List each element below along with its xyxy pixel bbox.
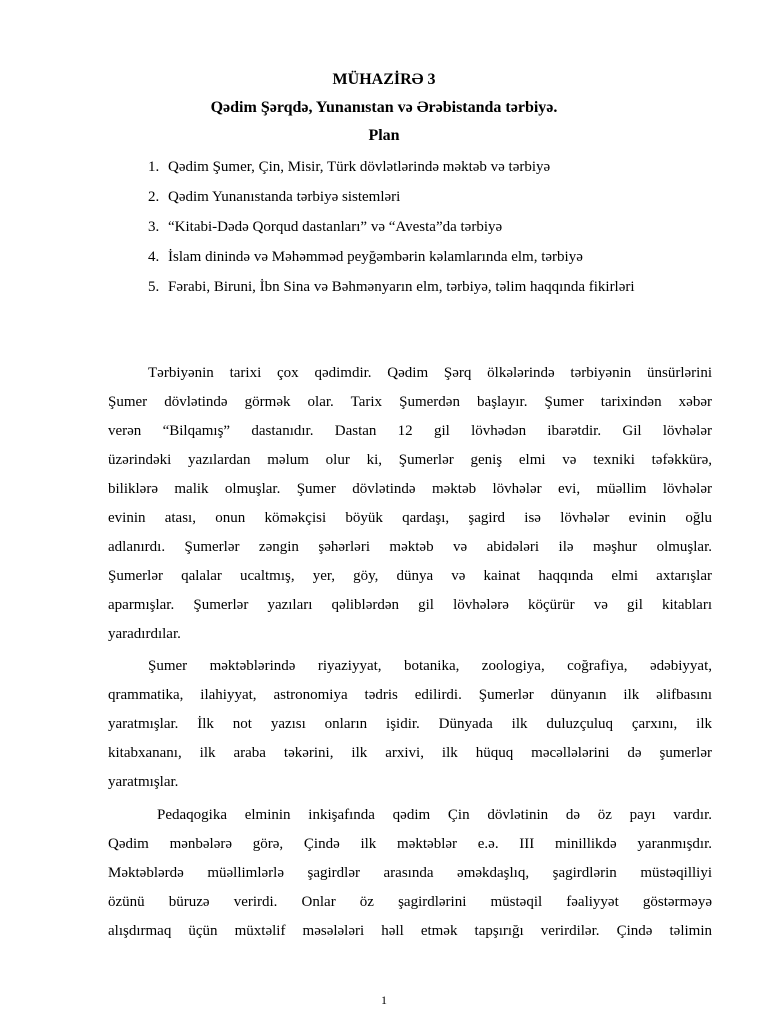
body-text-line: Məktəblərdə müəllimlərlə şagirdlər arasında əməkdaşlıq, şagirdlərin müstəqilliyi	[108, 865, 712, 881]
plan-item	[148, 242, 712, 272]
plan-item-text: Qədim Yunanıstanda tərbiyə sistemləri	[168, 189, 401, 205]
body-text-line: Qədim mənbələrə görə, Çində ilk məktəblər e.ə. III minillikdə yaranmışdır.	[108, 836, 712, 852]
body-text-line: biliklərə malik olmuşlar. Şumer dövlətində məktəb lövhələr evi, müəllim lövhələr	[108, 481, 712, 497]
lecture-title: Qədim Şərqdə, Yunanıstan və Ərəbistanda tərbiyə.	[210, 99, 558, 116]
plan-item-text: İslam dinində və Məhəmməd peyğəmbərin kəlamlarında elm, tərbiyə	[168, 249, 583, 265]
plan-item-text: Fərabi, Biruni, İbn Sina və Bəhmənyarın elm, tərbiyə, təlim haqqında fikirləri	[168, 279, 635, 295]
plan-list	[148, 152, 712, 302]
body-text-line: Şumer məktəblərində riyaziyyat, botanika, zoologiya, coğrafiya, ədəbiyyat,	[148, 658, 712, 674]
body-text-line: evinin atası, onun köməkçisi böyük qardaşı, şagird isə lövhələr evinin oğlu	[108, 510, 712, 526]
body-text-line: yaradırdılar.	[108, 626, 181, 642]
body-text-line: verən “Bilqamış” dastanıdır. Dastan 12 gil lövhədən ibarətdir. Gil lövhələr	[108, 423, 712, 439]
body-text-line: aparmışlar. Şumerlər yazıları qəliblərdən gil lövhələrə köçürür və gil kitabları	[108, 597, 712, 613]
plan-item-number: 2.	[148, 189, 160, 205]
body-text-line: yaratmışlar. İlk not yazısı onların işidir. Dünyada ilk duluzçuluq çarxını, ilk	[108, 716, 712, 732]
plan-item-text: “Kitabi-Dədə Qorqud dastanları” və “Avesta”da tərbiyə	[168, 219, 503, 235]
body-text-line: Tərbiyənin tarixi çox qədimdir. Qədim Şərq ölkələrində tərbiyənin ünsürlərini	[148, 365, 712, 381]
body-text-line: özünü büruzə verirdi. Onlar öz şagirdlərini müstəqil fəaliyyət göstərməyə	[108, 894, 712, 910]
body-text-line: Pedaqogika elminin inkişafında qədim Çin dövlətinin də öz payı vardır.	[157, 807, 712, 823]
lecture-label: MÜHAZİRƏ 3	[332, 71, 436, 88]
page-number: 1	[381, 993, 387, 1007]
plan-item-number: 1.	[148, 159, 160, 175]
plan-item-number: 5.	[148, 279, 160, 295]
body-text-line: kitabxananı, ilk araba təkərini, ilk arxivi, ilk hüquq məcəllələrini də şumerlər	[108, 745, 712, 761]
body-text-line: üzərindəki yazılardan məlum olur ki, Şumerlər geniş elmi və texniki təfəkkürə,	[108, 452, 712, 468]
body-text-line: adlanırdı. Şumerlər zəngin şəhərləri məktəb və abidələri ilə məşhur olmuşlar.	[108, 539, 712, 555]
plan-item	[148, 272, 712, 302]
body-text-line: qrammatika, ilahiyyat, astronomiya tədris edilirdi. Şumerlər dünyanın ilk əlifbasını	[108, 687, 712, 703]
plan-item	[148, 212, 712, 242]
plan-item-text: Qədim Şumer, Çin, Misir, Türk dövlətlərində məktəb və tərbiyə	[168, 159, 551, 175]
body-text-line: Şumerlər qalalar ucaltmış, yer, göy, dünya və kainat haqqında elmi axtarışlar	[108, 568, 712, 584]
plan-item	[148, 152, 712, 182]
body-text-line: yaratmışlar.	[108, 774, 179, 790]
plan-heading: Plan	[368, 127, 400, 144]
plan-item-number: 3.	[148, 219, 160, 235]
body-text-line: Şumer dövlətində görmək olar. Tarix Şumerdən başlayır. Şumer tarixindən xəbər	[108, 394, 712, 410]
body-text-line: alışdırmaq üçün müxtəlif məsələləri həll etmək tapşırığı verirdilər. Çində təlimin	[108, 923, 712, 939]
plan-item-number: 4.	[148, 249, 160, 265]
plan-item	[148, 182, 712, 212]
